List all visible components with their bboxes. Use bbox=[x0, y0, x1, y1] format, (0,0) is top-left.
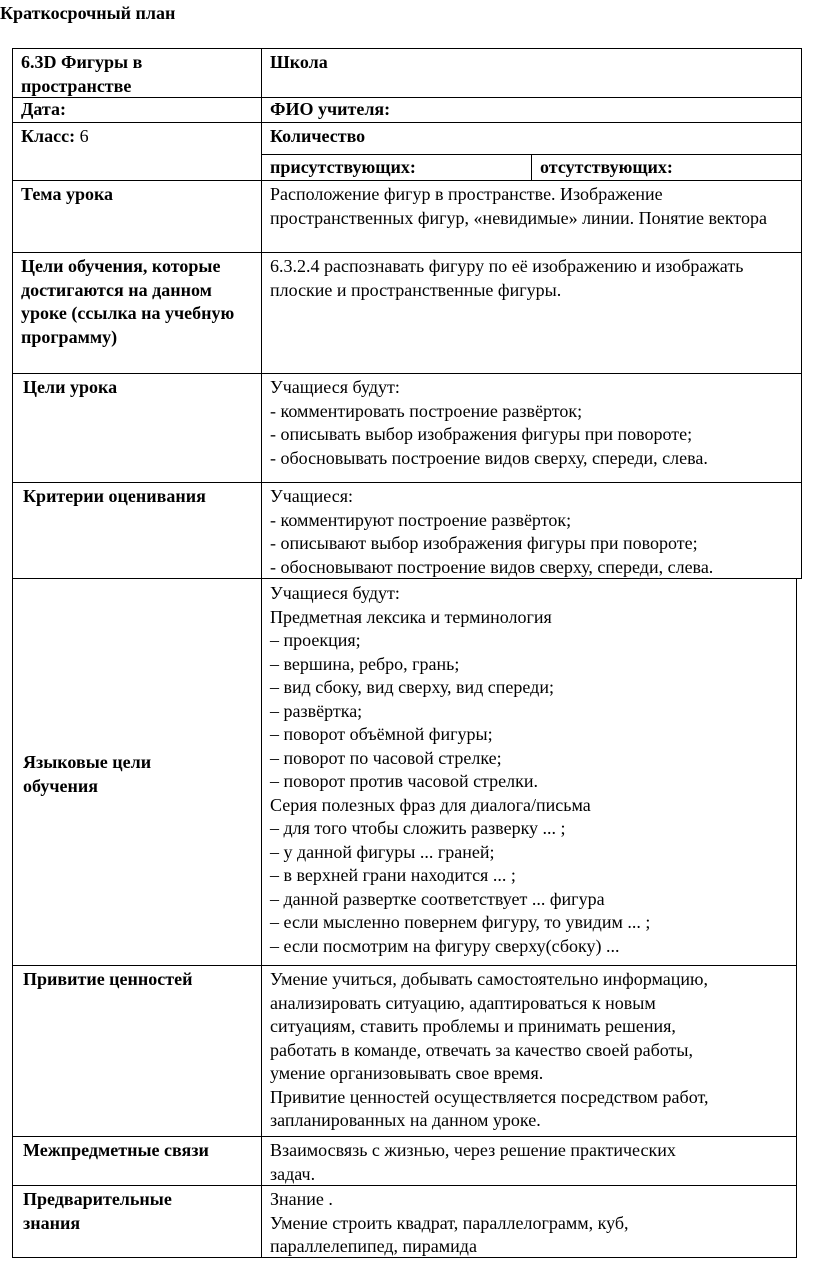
topic-label: Тема урока bbox=[21, 184, 114, 204]
values-line: запланированных на данном уроке. bbox=[270, 1110, 541, 1130]
present-cell bbox=[261, 154, 532, 181]
lesson-goals-line: - обосновывать построение видов сверху, спереди, слева. bbox=[270, 447, 708, 468]
criteria-text-cell bbox=[261, 482, 802, 579]
learning-goals-label: Цели обучения, которые достигаются на данном уроке (ссылка на учебную программу) bbox=[21, 256, 235, 347]
topic-text-cell bbox=[261, 180, 802, 253]
criteria-line: Учащиеся: bbox=[270, 486, 353, 506]
values-line: ситуациям, ставить проблемы и принимать решения, bbox=[270, 1016, 676, 1036]
date-cell bbox=[12, 97, 262, 123]
language-goals-label: Языковые цели обучения bbox=[23, 752, 152, 796]
language-goals-line: – для того чтобы сложить разверку ... ; bbox=[270, 818, 566, 838]
teacher-label: ФИО учителя: bbox=[270, 99, 391, 119]
language-goals-line: – в верхней грани находится ... ; bbox=[270, 865, 516, 885]
cross-links-text-cell bbox=[261, 1136, 797, 1186]
class-label: Класс: bbox=[21, 126, 76, 146]
values-line: умение организовывать свое время. bbox=[270, 1063, 544, 1083]
language-goals-line: – поворот по часовой стрелке; bbox=[270, 747, 502, 768]
learning-goals-text-cell bbox=[261, 252, 802, 374]
language-goals-line: – если посмотрим на фигуру сверху(сбоку) ... bbox=[270, 935, 620, 956]
language-goals-line: Учащиеся будут: bbox=[270, 583, 400, 603]
lesson-goals-text-cell bbox=[261, 373, 802, 483]
criteria-label-cell bbox=[12, 482, 262, 579]
language-goals-label-cell bbox=[12, 578, 262, 966]
criteria-line: - описывают выбор изображения фигуры при повороте; bbox=[270, 533, 698, 553]
cross-links-line: задач. bbox=[270, 1163, 316, 1184]
learning-goals-text: 6.3.2.4 распознавать фигуру по её изображению и изображать плоские и пространственные фигуры. bbox=[270, 256, 744, 300]
prior-knowledge-line: параллелепипед, пирамида bbox=[270, 1236, 477, 1256]
lesson-goals-line: - описывать выбор изображения фигуры при повороте; bbox=[270, 424, 693, 444]
class-value: 6 bbox=[79, 126, 89, 146]
count-label: Количество bbox=[270, 126, 366, 146]
values-text-cell bbox=[261, 965, 797, 1137]
prior-knowledge-line: Умение строить квадрат, параллелограмм, куб, bbox=[270, 1212, 629, 1233]
values-label-cell bbox=[12, 965, 262, 1137]
values-line: анализировать ситуацию, адаптироваться к новым bbox=[270, 992, 656, 1013]
section-title: 6.3D Фигуры в пространстве bbox=[21, 52, 143, 96]
count-cell bbox=[261, 122, 802, 155]
school-cell bbox=[261, 48, 802, 98]
language-goals-line: – поворот против часовой стрелки. bbox=[270, 771, 538, 791]
cross-links-line: Взаимосвязь с жизнью, через решение практических bbox=[270, 1140, 676, 1160]
cross-links-label-cell bbox=[12, 1136, 262, 1186]
language-goals-line: – вид сбоку, вид сверху, вид спереди; bbox=[270, 677, 554, 697]
topic-text: Расположение фигур в пространстве. Изображение пространственных фигур, «невидимые» линии. Понятие вектора bbox=[270, 184, 767, 228]
lesson-goals-line: - комментировать построение развёрток; bbox=[270, 400, 583, 421]
document-title: Краткосрочный план bbox=[0, 3, 176, 23]
language-goals-line: Предметная лексика и терминология bbox=[270, 606, 552, 627]
class-cell bbox=[12, 122, 262, 181]
values-line: Привитие ценностей осуществляется посредством работ, bbox=[270, 1086, 709, 1107]
language-goals-line: – данной развертке соответствует ... фигура bbox=[270, 888, 605, 909]
prior-knowledge-label: Предварительные знания bbox=[23, 1189, 172, 1233]
cross-links-label: Межпредметные связи bbox=[23, 1140, 209, 1160]
language-goals-line: – у данной фигуры ... граней; bbox=[270, 841, 495, 862]
lesson-goals-label: Цели урока bbox=[23, 377, 118, 397]
language-goals-text-cell bbox=[261, 578, 797, 966]
absent-cell bbox=[531, 154, 802, 181]
criteria-label: Критерии оценивания bbox=[23, 486, 206, 506]
teacher-cell bbox=[261, 97, 802, 123]
absent-label: отсутствующих: bbox=[540, 157, 673, 177]
topic-label-cell bbox=[12, 180, 262, 253]
prior-knowledge-text-cell bbox=[261, 1185, 797, 1258]
prior-knowledge-label-cell bbox=[12, 1185, 262, 1258]
lesson-goals-label-cell bbox=[12, 373, 262, 483]
learning-goals-label-cell bbox=[12, 252, 262, 374]
values-line: Умение учиться, добывать самостоятельно информацию, bbox=[270, 969, 708, 989]
criteria-line: - комментируют построение развёрток; bbox=[270, 509, 572, 530]
criteria-line: - обосновывают построение видов сверху, спереди, слева. bbox=[270, 556, 714, 577]
values-label: Привитие ценностей bbox=[23, 969, 193, 989]
language-goals-line: – вершина, ребро, грань; bbox=[270, 653, 460, 674]
prior-knowledge-line: Знание . bbox=[270, 1189, 333, 1209]
lesson-goals-line: Учащиеся будут: bbox=[270, 377, 400, 397]
language-goals-line: – если мысленно повернем фигуру, то увидим ... ; bbox=[270, 912, 651, 932]
values-line: работать в команде, отвечать за качество своей работы, bbox=[270, 1039, 693, 1060]
present-label: присутствующих: bbox=[270, 157, 416, 177]
language-goals-line: – поворот объёмной фигуры; bbox=[270, 724, 493, 744]
school-label: Школа bbox=[270, 52, 328, 72]
section-cell bbox=[12, 48, 262, 98]
language-goals-line: Серия полезных фраз для диалога/письма bbox=[270, 794, 591, 815]
language-goals-line: – проекция; bbox=[270, 630, 361, 650]
language-goals-line: – развёртка; bbox=[270, 700, 363, 721]
date-label: Дата: bbox=[21, 99, 66, 119]
